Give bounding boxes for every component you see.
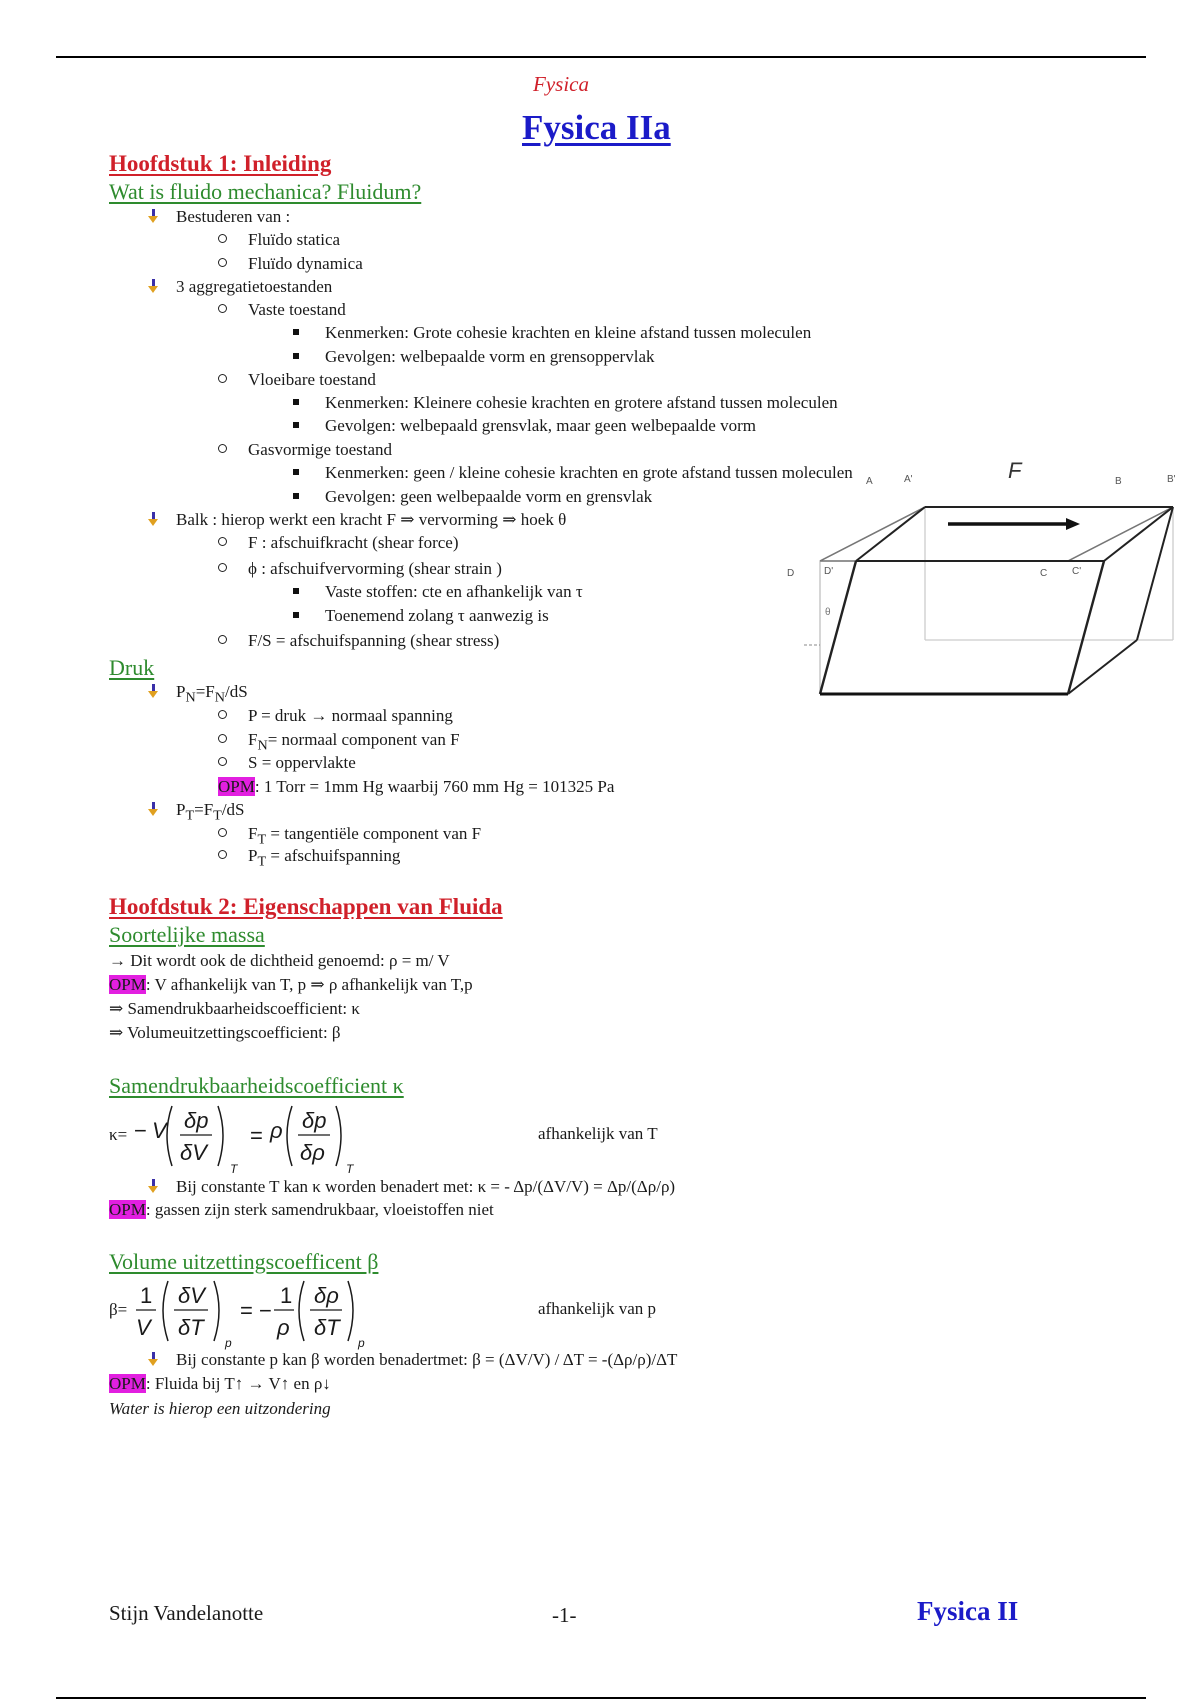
list-item: Gasvormige toestand bbox=[218, 440, 392, 460]
list-item: Fluïdo statica bbox=[218, 230, 340, 250]
mass-line-1: → Dit wordt ook de dichtheid genoemd: ρ = m/ V bbox=[109, 951, 450, 970]
kappa-lhs: κ= bbox=[109, 1125, 128, 1144]
svg-text:p: p bbox=[358, 1336, 365, 1350]
opm-note: OPM: 1 Torr = 1mm Hg waarbij 760 mm Hg = 101325 Pa bbox=[218, 777, 615, 796]
square-bullet-icon bbox=[293, 493, 299, 499]
circle-bullet-icon bbox=[218, 234, 227, 243]
svg-text:δT: δT bbox=[178, 1315, 204, 1340]
circle-bullet-icon bbox=[218, 374, 227, 383]
circle-bullet-icon bbox=[218, 537, 227, 546]
list-item: Kenmerken: Kleinere cohesie krachten en grotere afstand tussen moleculen bbox=[293, 393, 838, 413]
list-item: Toenemend zolang τ aanwezig is bbox=[293, 606, 549, 626]
sheared-back-left-edge bbox=[856, 507, 925, 561]
svg-text:ρ: ρ bbox=[270, 1118, 283, 1143]
list-item: Gevolgen: geen welbepaalde vorm en grensvlak bbox=[293, 487, 652, 507]
list-item: $F_T$ = tangentiële component van F bbox=[218, 824, 481, 849]
label-a: A bbox=[866, 476, 873, 487]
list-item: $P_N=F_N/dS$ bbox=[146, 682, 248, 707]
opm-label: OPM bbox=[109, 1374, 146, 1393]
square-bullet-icon bbox=[293, 588, 299, 594]
list-item: Bestuderen van : bbox=[146, 207, 290, 227]
opm-note: OPM: V afhankelijk van T, p ⇒ ρ afhankelijk van T,p bbox=[109, 975, 473, 994]
square-bullet-icon bbox=[293, 612, 299, 618]
section-beta: Volume uitzettingscoefficent β bbox=[109, 1249, 379, 1274]
section-fluid: Wat is fluido mechanica? Fluidum? bbox=[109, 179, 422, 204]
list-item: ϕ : afschuifvervorming (shear strain ) bbox=[218, 559, 502, 579]
list-item: $F_N=$ normaal component van F bbox=[218, 730, 460, 755]
arrow-bullet-icon bbox=[146, 684, 160, 698]
bottom-rule bbox=[56, 1697, 1146, 1699]
list-item: Bij constante p kan β worden benadertmet: β = (ΔV/V) / ΔT = -(Δρ/ρ)/ΔT bbox=[146, 1350, 677, 1370]
mass-line-3: ⇒ Volumeuitzettingscoefficient: β bbox=[109, 1023, 341, 1042]
list-item: Gevolgen: welbepaald grensvlak, maar geen welbepaalde vorm bbox=[293, 416, 756, 436]
kappa-formula bbox=[132, 1098, 372, 1178]
sheared-back-right-edge bbox=[1104, 507, 1173, 561]
svg-text:V: V bbox=[152, 1118, 167, 1143]
block-bottom-right-edge bbox=[1068, 640, 1137, 694]
list-item: Fluïdo dynamica bbox=[218, 254, 363, 274]
svg-text:= −: = − bbox=[240, 1298, 272, 1323]
page-title: Fysica IIa bbox=[522, 108, 671, 147]
list-item: P = druk → normaal spanning bbox=[218, 706, 453, 726]
svg-text:δp: δp bbox=[184, 1108, 209, 1133]
svg-text:−: − bbox=[134, 1118, 147, 1143]
label-a2: A' bbox=[904, 474, 913, 485]
circle-bullet-icon bbox=[218, 563, 227, 572]
square-bullet-icon bbox=[293, 353, 299, 359]
circle-bullet-icon bbox=[218, 734, 227, 743]
label-theta: θ bbox=[825, 607, 831, 618]
footer-page-number: -1- bbox=[552, 1603, 577, 1627]
circle-bullet-icon bbox=[218, 444, 227, 453]
arrow-bullet-icon bbox=[146, 1352, 160, 1366]
square-bullet-icon bbox=[293, 422, 299, 428]
list-item: Vloeibare toestand bbox=[218, 370, 376, 390]
circle-bullet-icon bbox=[218, 828, 227, 837]
list-item: $P_T$ = afschuifspanning bbox=[218, 846, 400, 871]
beta-note: afhankelijk van p bbox=[538, 1299, 657, 1318]
circle-bullet-icon bbox=[218, 710, 227, 719]
opm-note: OPM: gassen zijn sterk samendrukbaar, vloeistoffen niet bbox=[109, 1200, 494, 1219]
force-label: F bbox=[1008, 460, 1022, 483]
sheared-front-left-edge bbox=[820, 561, 856, 694]
chapter-2-title: Hoofdstuk 2: Eigenschappen van Fluida bbox=[109, 894, 503, 919]
svg-text:T: T bbox=[346, 1162, 354, 1176]
beta-formula bbox=[132, 1275, 372, 1355]
list-item: Kenmerken: Grote cohesie krachten en kleine afstand tussen moleculen bbox=[293, 323, 811, 343]
list-item: 3 aggregatietoestanden bbox=[146, 277, 332, 297]
circle-bullet-icon bbox=[218, 757, 227, 766]
force-arrow-head bbox=[1066, 518, 1080, 530]
mass-line-2: ⇒ Samendrukbaarheidscoefficient: κ bbox=[109, 999, 360, 1018]
svg-text:V: V bbox=[136, 1315, 151, 1340]
section-druk: Druk bbox=[109, 655, 155, 680]
svg-text:δV: δV bbox=[178, 1283, 205, 1308]
svg-text:1: 1 bbox=[140, 1283, 153, 1308]
arrow-bullet-icon bbox=[146, 209, 160, 223]
svg-text:ρ: ρ bbox=[277, 1315, 290, 1340]
footer-course: Fysica II bbox=[917, 1596, 1019, 1626]
beta-italic-note: Water is hierop een uitzondering bbox=[109, 1399, 331, 1418]
section-mass: Soortelijke massa bbox=[109, 922, 265, 947]
list-item: F/S = afschuifspanning (shear stress) bbox=[218, 631, 499, 651]
list-item: Vaste stoffen: cte en afhankelijk van τ bbox=[293, 582, 583, 602]
label-d: D bbox=[787, 568, 795, 579]
arrow-bullet-icon bbox=[146, 1179, 160, 1193]
svg-text:T: T bbox=[230, 1162, 238, 1176]
section-kappa: Samendrukbaarheidscoefficient κ bbox=[109, 1073, 404, 1098]
sheared-front-right-edge bbox=[1068, 561, 1104, 694]
label-b2: B' bbox=[1167, 474, 1176, 485]
label-c2: C' bbox=[1072, 566, 1082, 577]
svg-text:1: 1 bbox=[280, 1283, 293, 1308]
square-bullet-icon bbox=[293, 329, 299, 335]
list-item: Kenmerken: geen / kleine cohesie krachten en grote afstand tussen moleculen bbox=[293, 463, 853, 483]
square-bullet-icon bbox=[293, 399, 299, 405]
circle-bullet-icon bbox=[218, 304, 227, 313]
label-c: C bbox=[1040, 568, 1048, 579]
circle-bullet-icon bbox=[218, 635, 227, 644]
opm-label: OPM bbox=[218, 777, 255, 796]
svg-text:δρ: δρ bbox=[300, 1140, 325, 1165]
list-item: S = oppervlakte bbox=[218, 753, 356, 773]
svg-text:δp: δp bbox=[302, 1108, 327, 1133]
label-d2: D' bbox=[824, 566, 834, 577]
sheared-top-face bbox=[820, 507, 1173, 561]
square-bullet-icon bbox=[293, 469, 299, 475]
arrow-bullet-icon bbox=[146, 802, 160, 816]
svg-text:δT: δT bbox=[314, 1315, 340, 1340]
circle-bullet-icon bbox=[218, 258, 227, 267]
svg-text:δV: δV bbox=[180, 1140, 207, 1165]
opm-label: OPM bbox=[109, 975, 146, 994]
list-item: F : afschuifkracht (shear force) bbox=[218, 533, 459, 553]
list-item: $P_T=F_T/dS$ bbox=[146, 800, 245, 825]
svg-text:δρ: δρ bbox=[314, 1283, 339, 1308]
header-subject: Fysica bbox=[533, 72, 589, 96]
circle-bullet-icon bbox=[218, 850, 227, 859]
arrow-bullet-icon bbox=[146, 512, 160, 526]
top-rule bbox=[56, 56, 1146, 58]
list-item: Balk : hierop werkt een kracht F ⇒ vervorming ⇒ hoek θ bbox=[146, 510, 566, 530]
list-item: Bij constante T kan κ worden benadert met: κ = - Δp/(ΔV/V) = Δp/(Δρ/ρ) bbox=[146, 1177, 675, 1197]
arrow-bullet-icon bbox=[146, 279, 160, 293]
svg-text:=: = bbox=[250, 1123, 263, 1148]
shear-block-figure bbox=[780, 460, 1200, 720]
svg-text:p: p bbox=[225, 1336, 232, 1350]
opm-label: OPM bbox=[109, 1200, 146, 1219]
list-item: Gevolgen: welbepaalde vorm en grensoppervlak bbox=[293, 347, 655, 367]
sheared-far-right-edge bbox=[1137, 507, 1173, 640]
beta-lhs: β= bbox=[109, 1300, 128, 1319]
kappa-note: afhankelijk van T bbox=[538, 1124, 658, 1143]
list-item: Vaste toestand bbox=[218, 300, 346, 320]
chapter-1-title: Hoofdstuk 1: Inleiding bbox=[109, 151, 332, 176]
footer-author: Stijn Vandelanotte bbox=[109, 1601, 264, 1625]
opm-note: OPM: Fluida bij T↑ → V↑ en ρ↓ bbox=[109, 1374, 331, 1393]
label-b: B bbox=[1115, 476, 1122, 487]
